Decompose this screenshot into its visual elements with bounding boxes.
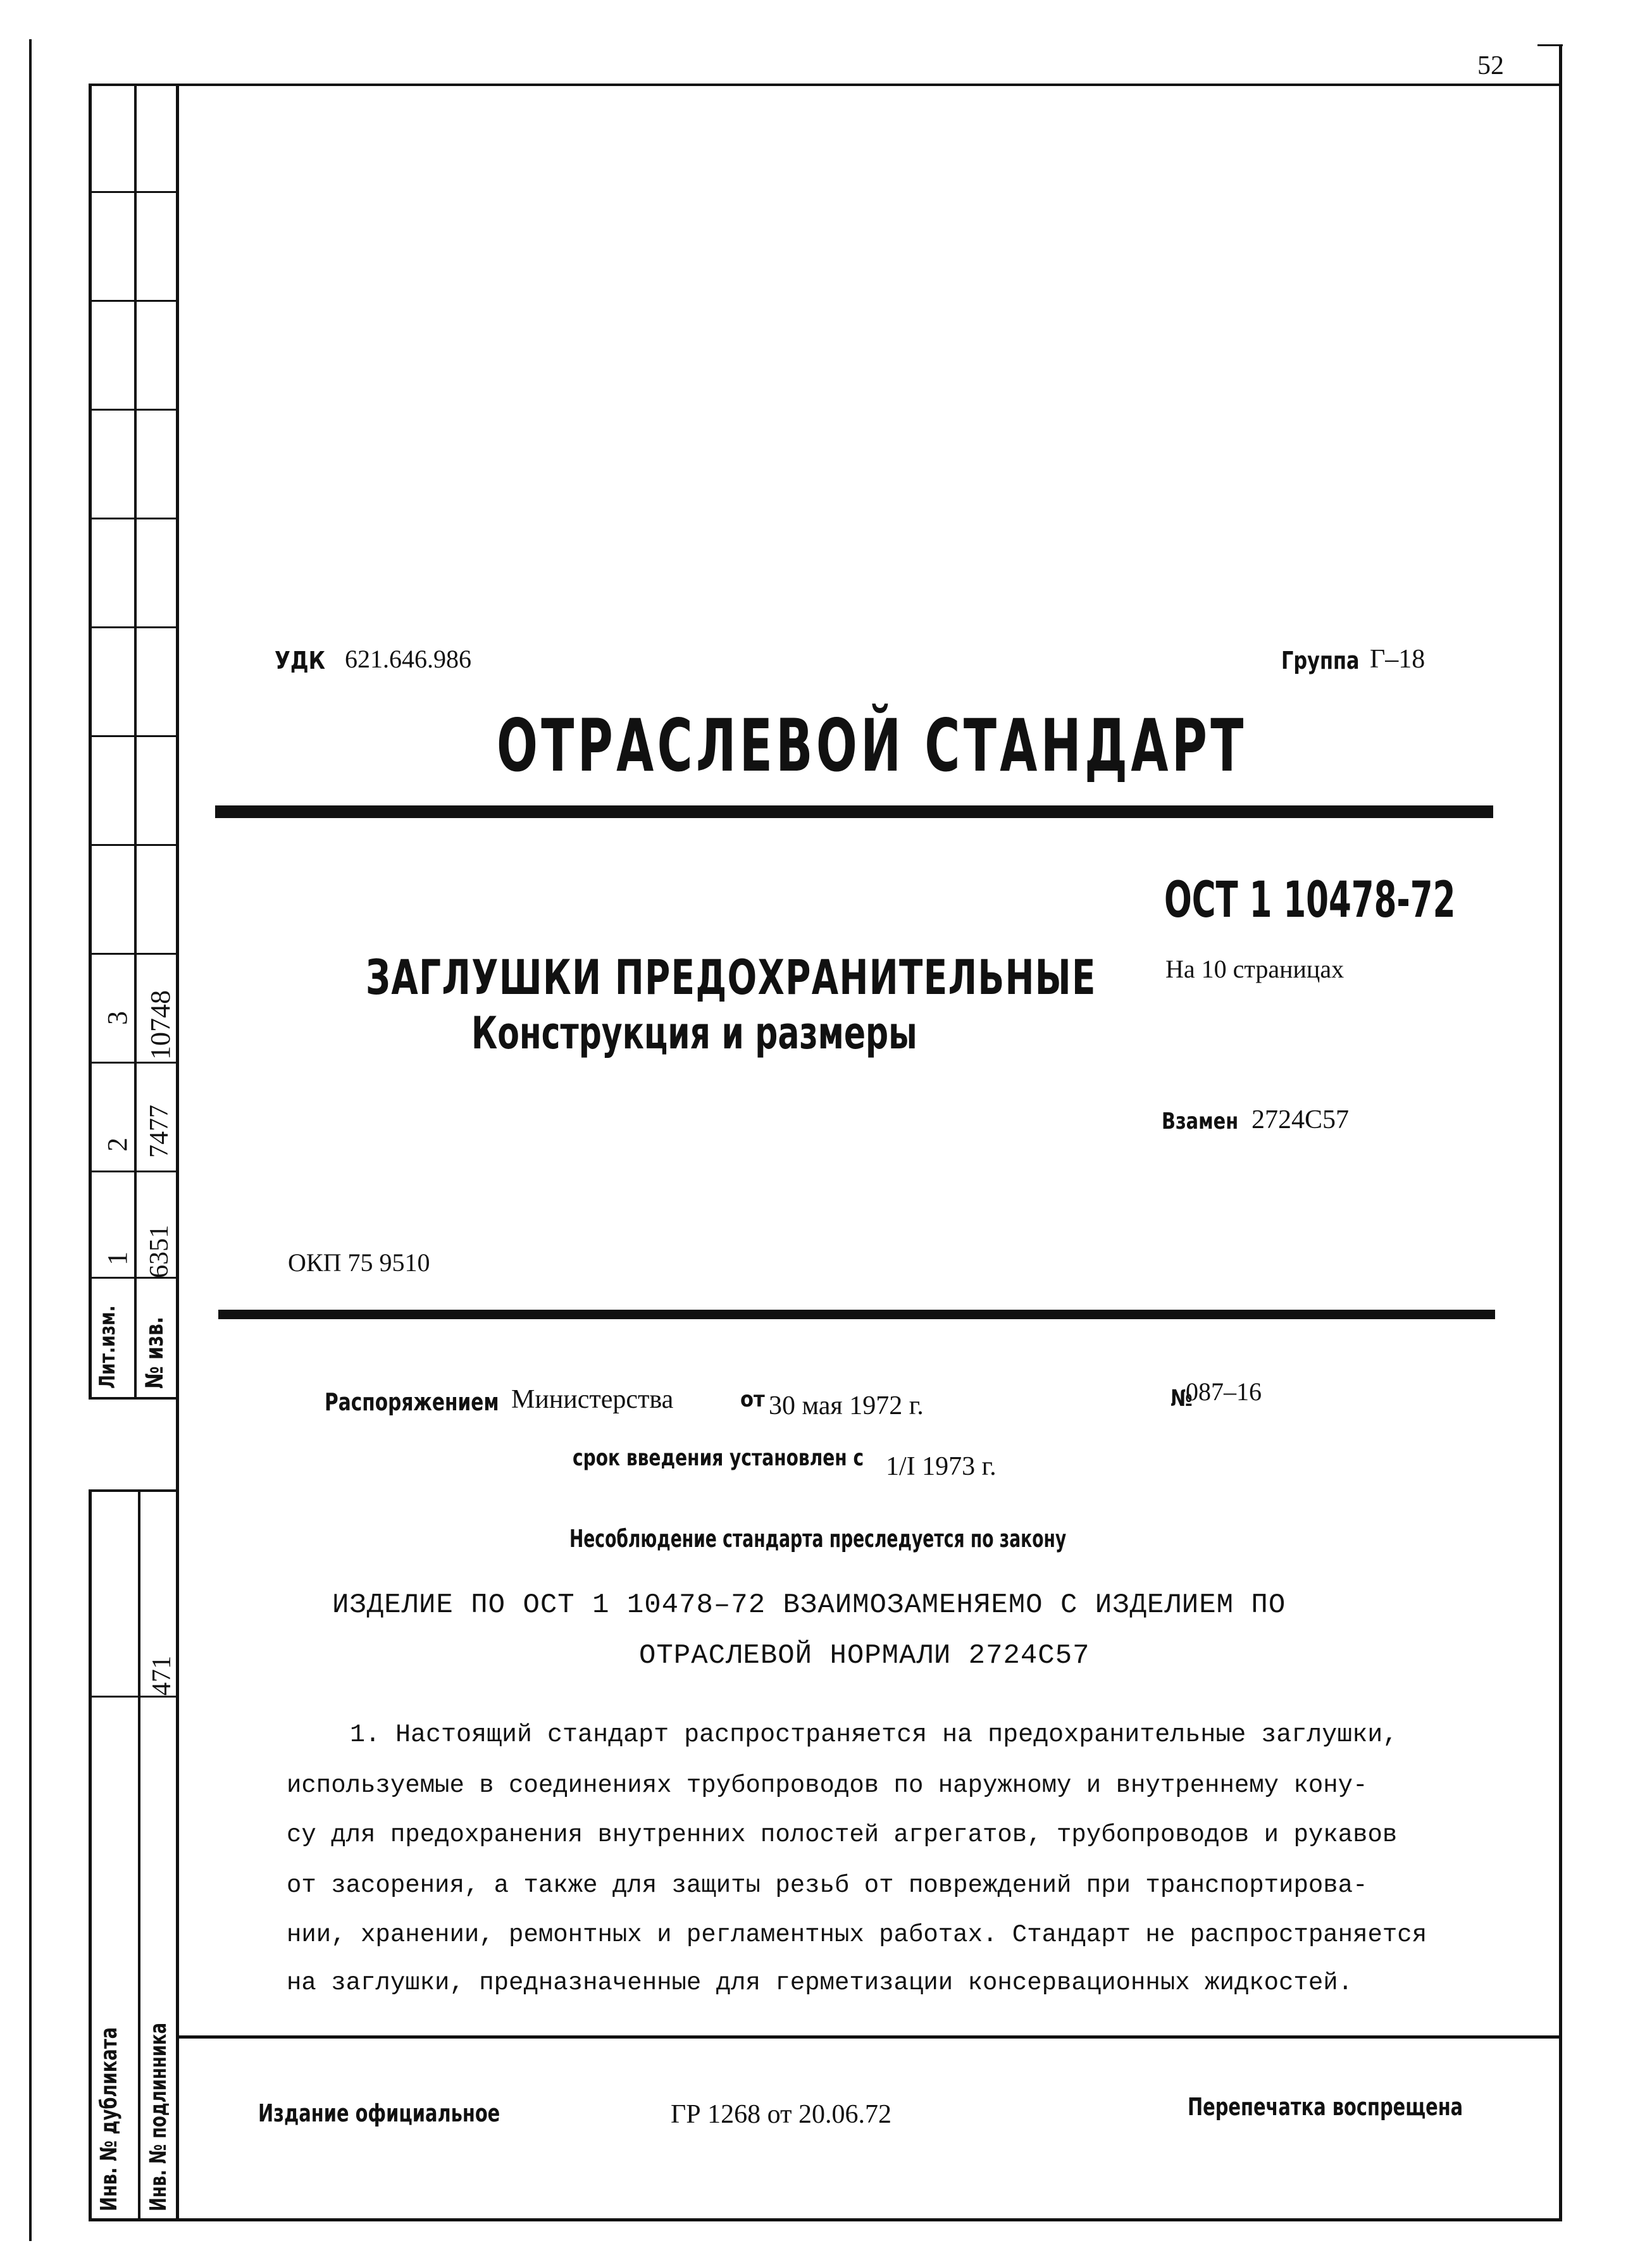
frame-left-mid-lower — [138, 1491, 140, 2221]
side-no-3: 10748 — [145, 990, 176, 1060]
frame-left-outer — [89, 84, 92, 1398]
paragraph-line: нии, хранении, ремонтных и регламентных работах. Стандарт не распространяется — [287, 1921, 1427, 1949]
group-value: Г–18 — [1370, 645, 1425, 674]
side-no-label: № изв. — [140, 1317, 168, 1389]
side-lit-2: 2 — [102, 1138, 133, 1152]
paragraph-line: су для предохранения внутренних полостей агрегатов, трубопроводов и рукавов — [287, 1821, 1398, 1849]
replaces-label: Взамен — [1162, 1108, 1239, 1134]
side-cell-line — [89, 1062, 179, 1064]
effective-date: 1/I 1973 г. — [886, 1452, 997, 1481]
side-cell-line — [89, 409, 179, 411]
interchange-line2: ОТРАСЛЕВОЙ НОРМАЛИ 2724С57 — [639, 1640, 1090, 1672]
pages-note: На 10 страницах — [1165, 955, 1345, 983]
side-cell-line — [89, 518, 179, 519]
paragraph-line: используемые в соединениях трубопроводов по наружному и внутреннему кону- — [287, 1772, 1368, 1799]
footer-edition: Издание официальное — [258, 2099, 500, 2127]
title-rule-top — [215, 805, 1493, 818]
legal-notice: Несоблюдение стандарта преследуется по закону — [569, 1525, 1067, 1553]
side-table-break-bottom — [89, 1489, 179, 1492]
side-cell-line — [89, 1171, 179, 1172]
effective-label: срок введения установлен с — [573, 1445, 864, 1471]
frame-bottom — [89, 2218, 1562, 2221]
side-cell-line — [89, 191, 179, 193]
side-inv-dup-label: Инв. № дубликата — [96, 2027, 122, 2211]
group-label: Группа — [1281, 647, 1360, 674]
side-inv-orig-label: Инв. № подлинника — [146, 2023, 171, 2211]
footer-separator — [177, 2035, 1560, 2039]
frame-left-outer-lower — [89, 1491, 92, 2221]
frame-top — [89, 84, 1560, 86]
side-cell-line — [89, 844, 179, 846]
side-inv-orig-value: 471 — [147, 1656, 177, 1696]
order-label: Распоряжением — [325, 1388, 499, 1416]
order-from-label: от — [740, 1387, 765, 1412]
udk-label: УДК — [275, 647, 326, 674]
side-lit-label: Лит.изм. — [95, 1305, 120, 1389]
frame-right — [1559, 44, 1562, 2221]
paragraph-line: на заглушки, предназначенные для герметизации консервационных жидкостей. — [287, 1969, 1353, 1997]
doc-subtitle: Конструкция и размеры — [471, 1007, 917, 1059]
side-no-1: 6351 — [145, 1225, 174, 1278]
side-cell-line — [89, 626, 179, 628]
footer-gr: ГР 1268 от 20.06.72 — [671, 2100, 891, 2129]
okp-code: ОКП 75 9510 — [288, 1248, 430, 1277]
order-date: 30 мая 1972 г. — [769, 1391, 924, 1420]
page-number: 52 — [1477, 51, 1504, 80]
side-table-break-top — [89, 1397, 179, 1400]
paragraph-line: 1. Настоящий стандарт распространяется на предохранительные заглушки, — [350, 1721, 1398, 1749]
side-cell-line — [89, 953, 179, 955]
side-cell-line-lower — [89, 1696, 179, 1698]
frame-left-mid — [134, 84, 137, 1398]
footer-reprint: Перепечатка воспрещена — [1188, 2093, 1463, 2121]
side-lit-3: 3 — [102, 1011, 133, 1025]
side-cell-line — [89, 735, 179, 737]
main-title: ОТРАСЛЕВОЙ СТАНДАРТ — [497, 704, 1247, 788]
interchange-line1: ИЗДЕЛИЕ ПО ОСТ 1 10478–72 ВЗАИМОЗАМЕНЯЕМО С ИЗДЕЛИЕМ ПО — [332, 1589, 1286, 1621]
side-cell-line — [89, 300, 179, 302]
page-edge-left — [29, 39, 32, 2241]
side-no-2: 7477 — [145, 1105, 174, 1158]
title-rule-bottom — [218, 1310, 1495, 1319]
order-number-label: № — [1171, 1386, 1193, 1412]
order-number: 087–16 — [1186, 1377, 1262, 1406]
udk-value: 621.646.986 — [345, 645, 471, 673]
paragraph-line: от засорения, а также для защиты резьб от повреждений при транспортирова- — [287, 1872, 1368, 1899]
order-ministry: Министерства — [511, 1385, 674, 1414]
frame-left-inner — [176, 84, 179, 2221]
side-lit-1: 1 — [102, 1251, 133, 1265]
doc-title: ЗАГЛУШКИ ПРЕДОХРАНИТЕЛЬНЫЕ — [366, 949, 1096, 1005]
standard-number: ОСТ 1 10478-72 — [1164, 872, 1456, 929]
replaces-value: 2724С57 — [1251, 1105, 1350, 1134]
